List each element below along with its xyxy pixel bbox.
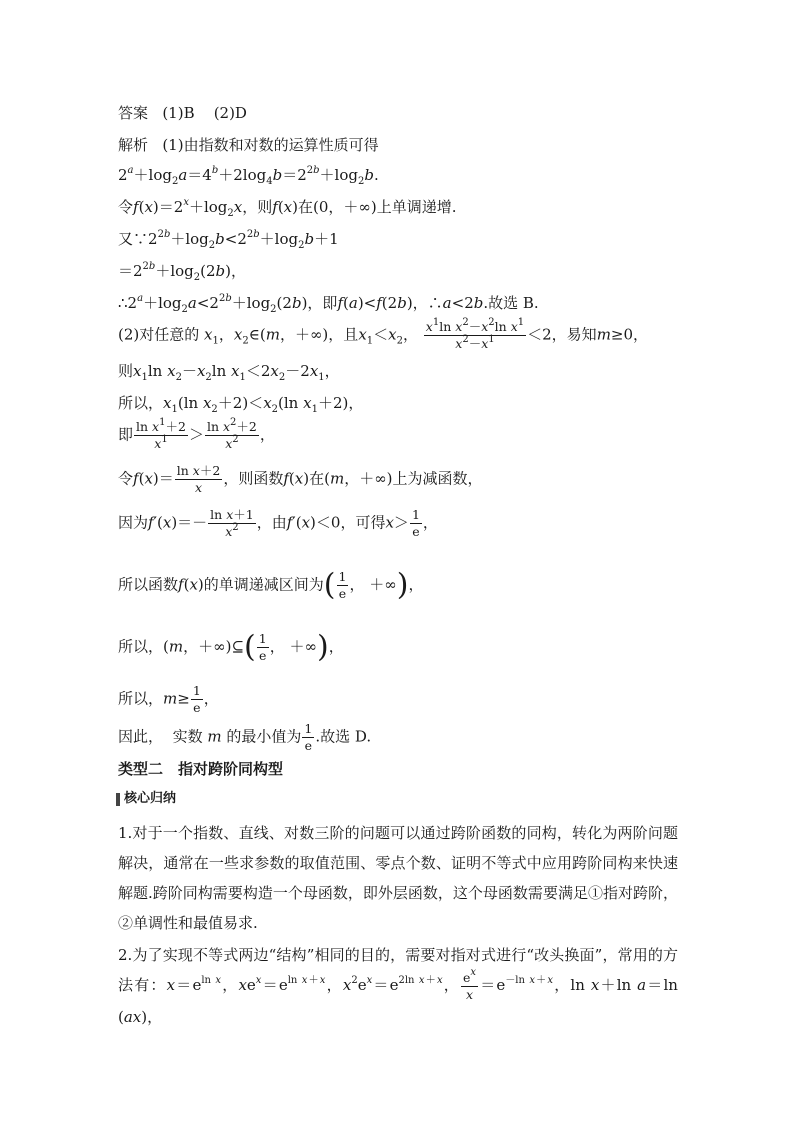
fraction-11: $\frac{e^x}{x}$ bbox=[462, 967, 477, 1002]
fraction-9: $\frac{1}{e}$ bbox=[192, 683, 201, 715]
answer-label: 答案 bbox=[118, 104, 149, 122]
formula-line-13: 所以，(m，＋∞)⊆( $\frac{1}{e}$ ， ＋∞)， bbox=[118, 629, 344, 665]
fraction-3: $\frac{\ln x^2+2}{x^2}$ bbox=[206, 416, 257, 451]
answer-part2: (2)D bbox=[213, 104, 247, 122]
solution-intro: (1)由指数和对数的运算性质可得 bbox=[162, 136, 379, 154]
solution-intro-line bbox=[118, 136, 379, 154]
fraction-8: $\frac{1}{e}$ bbox=[258, 631, 267, 663]
fraction-4: $\frac{\text{ln x＋2}}{x}$ bbox=[176, 463, 221, 495]
formula-line-3: 又$\because 2^{2b}+\log_2b<2^{2b}+\log_2b+1$ bbox=[118, 229, 339, 251]
section-title: 类型二 指对跨阶同构型 bbox=[118, 760, 284, 778]
formula-line-5: $\therefore 2^a+\log_2a<2^{2b}+\log_2(2b)$，即f(a)<f(2b)，∴a<2b.故选 B. bbox=[118, 293, 539, 315]
subhead-title: 核心归纳 bbox=[124, 791, 177, 806]
formula-line-4: $=2^{2b}+\log_2(2b)$， bbox=[118, 261, 247, 283]
formula-line-11: 因为f′(x)＝－ $\frac{\text{ln x＋1}}{x^2}$ ，由f′(x)＜0，可得x＞ $\frac{1}{e}$ ， bbox=[118, 507, 438, 539]
fraction-7: $\frac{1}{e}$ bbox=[338, 569, 347, 601]
formula-line-1: $2^a+\log_2a=4^b+2\log_4b=2^{2b}+\log_2b$. bbox=[118, 165, 379, 187]
paragraph-1: 1.对于一个指数、直线、对数三阶的问题可以通过跨阶函数的同构，转化为两阶问题解决，通常在一些求参数的取值范围、零点个数、证明不等式中应用跨阶同构来快速解题.跨阶同构需要构造一个母函数，即外层函数，这个母函数需要满足①指对跨阶，②单调性和最值易求. bbox=[118, 824, 678, 932]
fraction-6: $\frac{1}{e}$ bbox=[411, 507, 420, 539]
answer-part1: (1)B bbox=[162, 104, 195, 122]
formula-line-6: (2)对任意的 $x_1$，$x_2\in(m$，＋∞)，且$x_1<x_2$， $\frac{x^1\ln x^2-x^2\ln x^1}{x^2-x^1}$ ＜2，易知m≥0， bbox=[118, 316, 649, 351]
paragraph-2: 2.为了实现不等式两边“结构”相同的目的，需要对指对式进行“改头换面”，常用的方法有：$x=e^{ln x}$，$xe^x=e^{ln x+x}$，$x^2e^x=e^{2ln x+x}$， $\frac{e^x}{x}$ $=e^{-ln x+x}$，ln x＋ln a＝ln (ax)， bbox=[118, 946, 678, 1026]
formula-line-9: 即 $\frac{\ln x^1+2}{x^1}$ ＞ $\frac{\ln x^2+2}{x^2}$ ， bbox=[118, 416, 275, 451]
formula-line-8: 所以，$x_1(\ln$ $x_2+2)<x_2(\ln$ $x_1+2$)， bbox=[118, 394, 364, 415]
formula-line-15: 因此， 实数 m 的最小值为 $\frac{1}{e}$ .故选 D. bbox=[118, 721, 372, 753]
fraction-2: $\frac{\ln x^1+2}{x^1}$ bbox=[136, 416, 186, 451]
fraction-10: $\frac{1}{e}$ bbox=[304, 721, 313, 753]
subhead-bar bbox=[116, 793, 120, 806]
solution-label: 解析 bbox=[118, 136, 149, 154]
fraction-5: $\frac{\text{ln x＋1}}{x^2}$ bbox=[210, 507, 254, 539]
answer-line bbox=[118, 104, 247, 122]
formula-line-14: 所以，m≥ $\frac{1}{e}$ ， bbox=[118, 683, 219, 715]
formula-line-12: 所以函数f(x)的单调递减区间为( $\frac{1}{e}$ ， ＋∞)， bbox=[118, 567, 424, 603]
formula-line-2: 令$f(x)=2^x+\log_2x$，则f(x)在(0，＋∞)上单调递增. bbox=[118, 197, 457, 219]
formula-line-10: 令f(x)＝ $\frac{\text{ln x＋2}}{x}$ ，则函数f(x)在(m，＋∞)上为减函数， bbox=[118, 463, 483, 495]
fraction-1: $\frac{x^1\ln x^2-x^2\ln x^1}{x^2-x^1}$ bbox=[425, 316, 525, 351]
formula-line-7: 则$x_1\ln$ $x_2-x_2\ln$ $x_1<2x_2-2x_1$， bbox=[118, 362, 340, 383]
